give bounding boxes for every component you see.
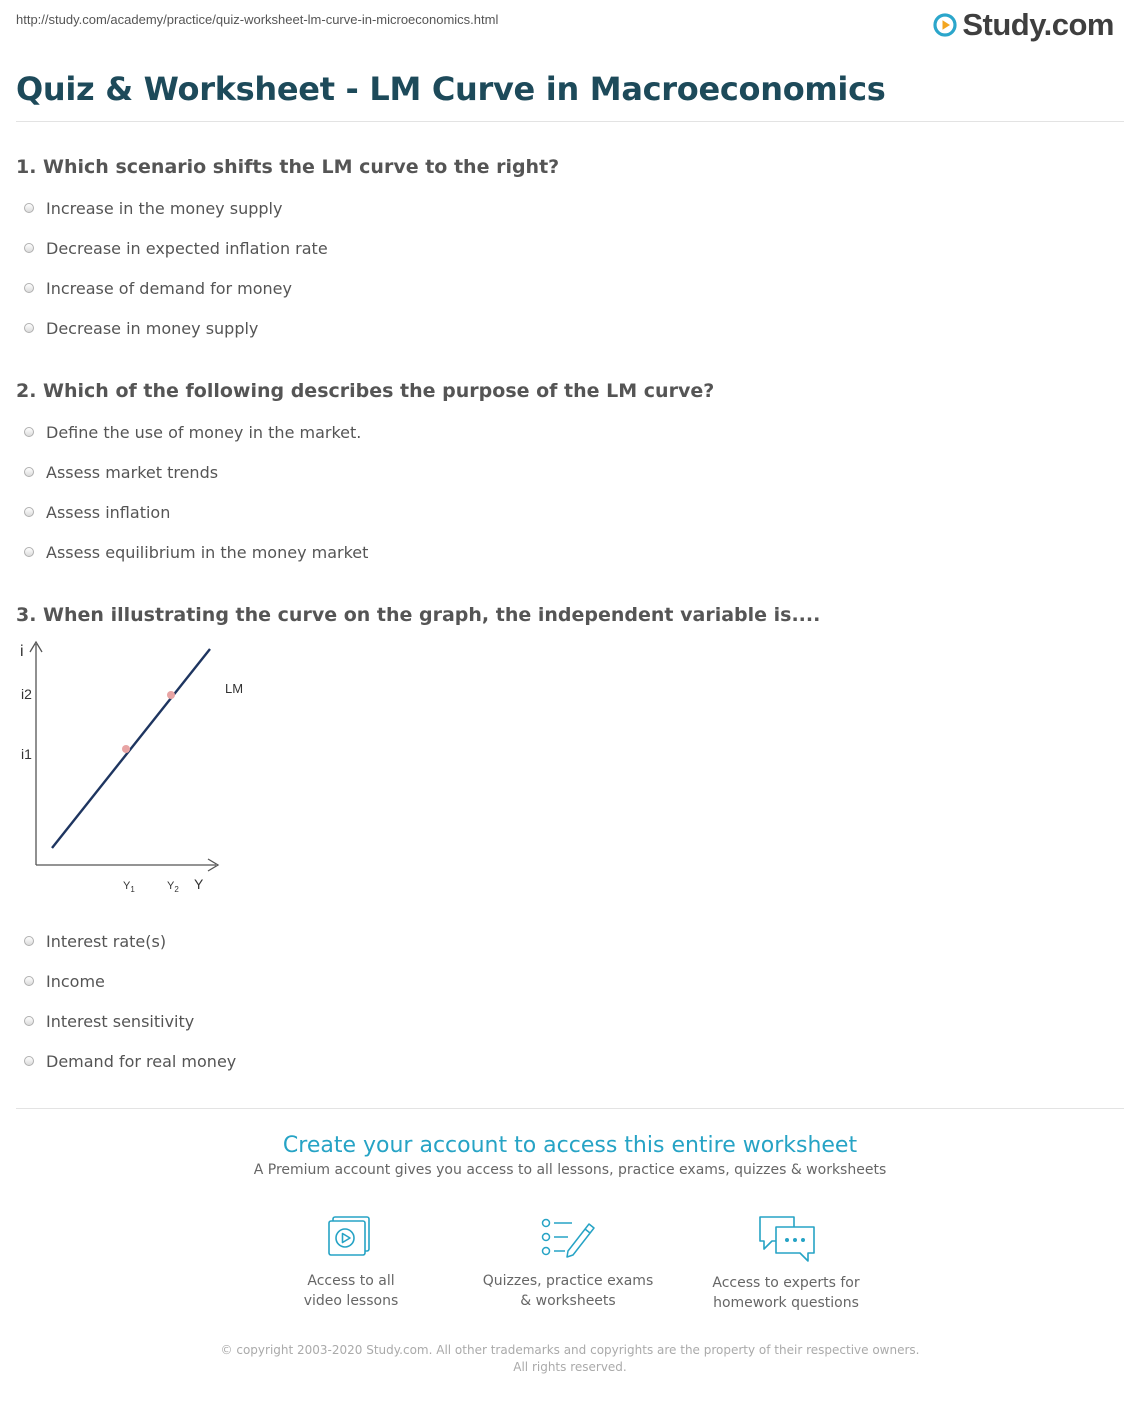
option-label: Decrease in money supply [46,318,259,338]
y-axis-label: i [20,643,24,660]
radio-button-icon[interactable] [24,507,34,517]
quiz-checklist-icon [538,1213,598,1263]
promo-subtitle: A Premium account gives you access to all lessons, practice exams, quizzes & worksheets [253,1162,887,1178]
question-3: 3. When illustrating the curve on the graph, the independent variable is.... [16,604,821,626]
radio-button-icon[interactable] [24,1056,34,1066]
question-2: 2. Which of the following describes the purpose of the LM curve? [16,380,715,402]
option-label: Increase of demand for money [46,278,292,298]
option-label: Interest sensitivity [46,1011,195,1031]
q3-option-3[interactable] [24,1011,194,1031]
radio-button-icon[interactable] [24,427,34,437]
site-logo[interactable] [933,8,1114,42]
radio-button-icon[interactable] [24,1016,34,1026]
video-lessons-icon [321,1213,381,1263]
y-tick-label: i2 [21,686,32,702]
radio-button-icon[interactable] [24,936,34,946]
q2-option-2[interactable] [24,462,218,482]
q2-option-3[interactable] [24,502,170,522]
radio-button-icon[interactable] [24,547,34,557]
lm-curve-chart [16,636,256,898]
option-label: Interest rate(s) [46,931,167,951]
question-1: 1. Which scenario shifts the LM curve to the right? [16,156,560,178]
page-title: Quiz & Worksheet - LM Curve in Macroeconomics [16,70,886,108]
q1-option-4[interactable] [24,318,258,338]
q1-option-2[interactable] [24,238,328,258]
option-label: Assess inflation [46,502,171,522]
y-tick-label: i1 [21,746,32,762]
option-label: Increase in the money supply [46,198,283,218]
page-url: http://study.com/academy/practice/quiz-worksheet-lm-curve-in-microeconomics.html [16,12,499,27]
play-circle-icon [933,13,957,37]
radio-button-icon[interactable] [24,203,34,213]
option-label: Define the use of money in the market. [46,422,362,442]
lm-series-line [52,649,210,848]
feature-video-lessons [241,1213,461,1311]
feature-experts [676,1213,896,1313]
q3-option-4[interactable] [24,1051,236,1071]
option-label: Assess market trends [46,462,219,482]
section-divider [16,1108,1124,1109]
x-tick-label: $Y_1$ [123,880,135,894]
expert-chat-icon [754,1213,818,1265]
x-tick-label: $Y_2$ [167,880,179,894]
title-divider [16,121,1124,122]
radio-button-icon[interactable] [24,283,34,293]
q1-option-1[interactable] [24,198,282,218]
feature-label: Access to experts for homework questions [712,1275,860,1311]
q2-option-1[interactable] [24,422,361,442]
feature-quizzes [458,1213,678,1311]
option-label: Decrease in expected inflation rate [46,238,328,258]
data-point [167,691,175,699]
radio-button-icon[interactable] [24,467,34,477]
series-label: LM [225,681,244,696]
q2-option-4[interactable] [24,542,368,562]
radio-button-icon[interactable] [24,976,34,986]
x-axis-label: Y [194,876,204,892]
radio-button-icon[interactable] [24,243,34,253]
feature-label: Quizzes, practice exams & worksheets [482,1273,654,1309]
option-label: Assess equilibrium in the money market [46,542,369,562]
feature-label: Access to all video lessons [303,1273,399,1309]
option-label: Demand for real money [46,1051,237,1071]
logo-text: Study.com [962,7,1114,42]
option-label: Income [46,971,105,991]
q3-option-1[interactable] [24,931,166,951]
q1-option-3[interactable] [24,278,292,298]
q3-option-2[interactable] [24,971,105,991]
data-point [122,745,130,753]
create-account-link[interactable]: Create your account to access this entire worksheet [282,1133,858,1158]
radio-button-icon[interactable] [24,323,34,333]
copyright-notice: © copyright 2003-2020 Study.com. All other trademarks and copyrights are the property of their respective owners. All rights reserved. [220,1343,920,1374]
